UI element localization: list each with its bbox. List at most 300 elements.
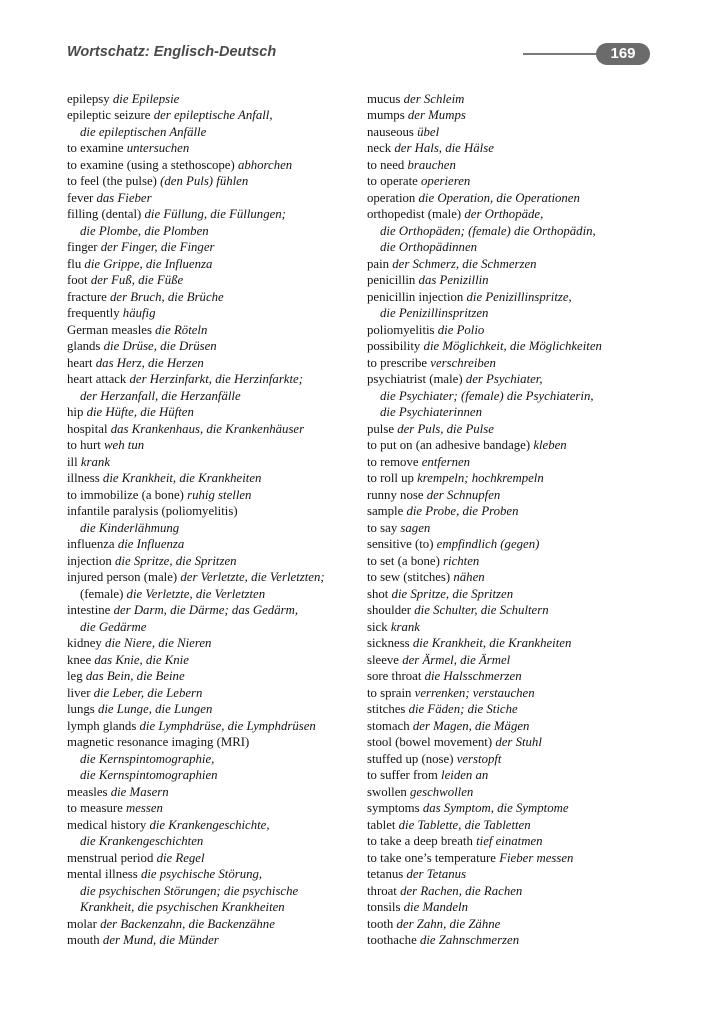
german-translation: die Kernspintomographien bbox=[80, 768, 218, 782]
vocab-entry bbox=[67, 437, 367, 454]
english-term: lymph glands bbox=[67, 718, 137, 733]
vocab-entry bbox=[67, 107, 367, 124]
german-translation: der epileptische Anfall, bbox=[153, 108, 273, 122]
vocab-entry bbox=[67, 322, 367, 339]
english-term: to set (a bone) bbox=[367, 553, 440, 568]
english-term: to put on (an adhesive bandage) bbox=[367, 438, 531, 452]
german-translation: krempeln; hochkrempeln bbox=[417, 471, 544, 485]
vocab-entry bbox=[67, 850, 367, 867]
vocab-entry bbox=[67, 685, 367, 702]
german-translation: der Puls, die Pulse bbox=[397, 421, 494, 436]
vocab-entry bbox=[67, 718, 367, 735]
vocab-entry bbox=[67, 800, 367, 817]
german-translation: der Darm, die Därme; das Gedärm, bbox=[113, 603, 299, 617]
german-translation: (den Puls) fühlen bbox=[160, 174, 249, 188]
vocab-entry bbox=[67, 817, 367, 834]
english-term: injured person (male) bbox=[67, 570, 178, 584]
vocab-entry bbox=[67, 140, 367, 157]
german-translation: der Schleim bbox=[403, 91, 465, 106]
german-translation: die Grippe, die Influenza bbox=[84, 256, 213, 271]
vocab-entry-continuation bbox=[67, 223, 367, 240]
english-term: kidney bbox=[67, 636, 102, 650]
german-translation: die Polio bbox=[437, 322, 485, 337]
english-term: to measure bbox=[67, 801, 123, 815]
vocab-entry-continuation bbox=[67, 767, 367, 784]
english-term: infantile paralysis (poliomyelitis) bbox=[67, 504, 238, 518]
german-translation: kleben bbox=[533, 438, 567, 452]
vocab-entry bbox=[67, 305, 367, 322]
english-term: tablet bbox=[367, 817, 396, 832]
german-translation: der Ärmel, die Ärmel bbox=[402, 652, 511, 667]
german-translation: die Orthopäden; (female) die Orthopädin, bbox=[380, 223, 596, 238]
header-rule bbox=[523, 53, 605, 55]
german-translation: nähen bbox=[453, 570, 485, 584]
english-term: tooth bbox=[367, 916, 394, 931]
german-translation: die Krankheit, die Krankheiten bbox=[412, 636, 572, 650]
vocab-entry bbox=[67, 932, 367, 949]
german-translation: die Zahnschmerzen bbox=[419, 933, 520, 947]
vocab-entry bbox=[367, 784, 667, 801]
vocab-entry bbox=[367, 124, 667, 141]
german-translation: das Knie, die Knie bbox=[94, 652, 189, 667]
english-term: sickness bbox=[367, 636, 410, 650]
vocab-entry bbox=[67, 404, 367, 421]
english-term: nauseous bbox=[367, 124, 414, 139]
english-term: penicillin injection bbox=[367, 289, 464, 304]
german-translation: das Penizillin bbox=[418, 273, 489, 287]
german-translation: tief einatmen bbox=[476, 834, 543, 848]
english-term: menstrual period bbox=[67, 850, 154, 865]
vocab-entry bbox=[67, 569, 367, 586]
vocab-entry bbox=[67, 157, 367, 174]
vocab-entry bbox=[67, 487, 367, 504]
english-term: sample bbox=[367, 504, 404, 518]
german-translation: die Krankheit, die Krankheiten bbox=[102, 471, 262, 485]
vocab-entry bbox=[67, 355, 367, 372]
vocab-entry bbox=[367, 371, 667, 388]
german-translation: der Fuß, die Füße bbox=[90, 273, 184, 287]
english-term: to take one’s temperature bbox=[367, 850, 496, 865]
vocab-entry bbox=[367, 322, 667, 339]
vocab-entry-continuation bbox=[367, 404, 667, 421]
english-term: foot bbox=[67, 273, 88, 287]
vocab-entry bbox=[67, 470, 367, 487]
vocab-entry bbox=[367, 619, 667, 636]
vocab-entry-continuation bbox=[67, 833, 367, 850]
vocab-entry bbox=[67, 635, 367, 652]
vocab-entry bbox=[367, 751, 667, 768]
vocab-entry bbox=[367, 338, 667, 355]
english-term: to hurt bbox=[67, 438, 101, 452]
vocab-entry bbox=[367, 454, 667, 471]
english-term: finger bbox=[67, 240, 98, 254]
vocab-entry-continuation bbox=[67, 751, 367, 768]
german-translation: der Mumps bbox=[407, 108, 466, 122]
english-term: to immobilize (a bone) bbox=[67, 487, 184, 502]
german-translation: abhorchen bbox=[237, 157, 293, 172]
vocab-entry bbox=[67, 866, 367, 883]
english-term: orthopedist (male) bbox=[367, 207, 462, 221]
vocab-entry bbox=[67, 338, 367, 355]
vocab-entry bbox=[367, 635, 667, 652]
vocab-entry bbox=[367, 916, 667, 933]
german-translation: der Hals, die Hälse bbox=[394, 141, 494, 155]
vocab-entry bbox=[367, 767, 667, 784]
german-translation: das Fieber bbox=[96, 190, 152, 205]
english-term: stool (bowel movement) bbox=[367, 735, 493, 749]
vocab-entry-continuation bbox=[67, 586, 367, 603]
german-translation: der Verletzte, die Verletzten; bbox=[180, 570, 325, 584]
german-translation: die Kinderlähmung bbox=[80, 520, 180, 535]
english-term: to need bbox=[367, 157, 405, 172]
english-term: to examine (using a stethoscope) bbox=[67, 157, 235, 172]
german-translation: der Magen, die Mägen bbox=[412, 718, 530, 733]
vocab-entry bbox=[367, 685, 667, 702]
vocabulary-column-right bbox=[367, 91, 667, 949]
german-translation: häufig bbox=[122, 306, 156, 320]
english-term: operation bbox=[367, 190, 416, 205]
vocab-entry bbox=[67, 91, 367, 108]
german-translation: die epileptischen Anfälle bbox=[80, 124, 207, 139]
english-term: to remove bbox=[367, 454, 419, 469]
german-translation: der Bruch, die Brüche bbox=[109, 289, 224, 304]
german-translation: messen bbox=[126, 801, 163, 815]
vocab-entry bbox=[67, 256, 367, 273]
english-term: penicillin bbox=[367, 273, 416, 287]
vocab-entry-continuation bbox=[67, 619, 367, 636]
vocab-entry bbox=[67, 701, 367, 718]
english-term: to operate bbox=[367, 174, 418, 188]
german-translation: die Spritze, die Spritzen bbox=[114, 553, 237, 568]
vocab-entry bbox=[367, 553, 667, 570]
english-term: heart attack bbox=[67, 372, 127, 386]
vocab-entry-continuation bbox=[367, 305, 667, 322]
vocab-entry bbox=[367, 833, 667, 850]
german-translation: der Backenzahn, die Backenzähne bbox=[100, 916, 275, 931]
german-translation: die Tablette, die Tabletten bbox=[398, 817, 531, 832]
german-translation: die Spritze, die Spritzen bbox=[391, 586, 514, 601]
vocab-entry bbox=[367, 91, 667, 108]
german-translation: sagen bbox=[400, 520, 431, 535]
german-translation: der Finger, die Finger bbox=[100, 240, 215, 254]
english-term: tetanus bbox=[367, 867, 404, 881]
german-translation: die Niere, die Nieren bbox=[105, 636, 212, 650]
english-term: to say bbox=[367, 520, 398, 535]
german-translation: das Krankenhaus, die Krankenhäuser bbox=[110, 421, 305, 436]
german-translation: krank bbox=[390, 619, 420, 634]
vocab-entry bbox=[367, 850, 667, 867]
english-term: to feel (the pulse) bbox=[67, 174, 157, 188]
german-translation: die Penizillinspritzen bbox=[380, 306, 489, 320]
german-translation: empfindlich (gegen) bbox=[436, 537, 540, 551]
vocab-entry bbox=[67, 454, 367, 471]
english-term: injection bbox=[67, 553, 112, 568]
german-translation: krank bbox=[80, 454, 111, 469]
vocab-entry bbox=[367, 899, 667, 916]
german-translation: die Krankengeschichten bbox=[80, 834, 204, 848]
english-term: magnetic resonance imaging (MRI) bbox=[67, 735, 250, 749]
vocab-entry-continuation bbox=[67, 520, 367, 537]
german-translation: die Schulter, die Schultern bbox=[414, 603, 549, 617]
german-translation: geschwollen bbox=[410, 784, 474, 799]
vocab-entry bbox=[67, 190, 367, 207]
vocab-entry bbox=[367, 800, 667, 817]
english-term: molar bbox=[67, 916, 97, 931]
english-term: to take a deep breath bbox=[367, 834, 473, 848]
vocabulary-column-left bbox=[67, 91, 367, 949]
english-term: leg bbox=[67, 669, 83, 683]
vocab-entry bbox=[367, 866, 667, 883]
english-term: knee bbox=[67, 652, 92, 667]
german-translation: die Lunge, die Lungen bbox=[97, 702, 213, 716]
english-term: (female) bbox=[80, 586, 124, 601]
vocab-entry bbox=[67, 239, 367, 256]
vocab-entry bbox=[67, 734, 367, 751]
german-translation: die Regel bbox=[156, 850, 205, 865]
english-term: to sew (stitches) bbox=[367, 570, 451, 584]
vocab-entry-continuation bbox=[367, 239, 667, 256]
vocab-entry bbox=[367, 289, 667, 306]
english-term: to sprain bbox=[367, 685, 412, 700]
page-number-badge: 169 bbox=[596, 43, 650, 65]
vocab-entry bbox=[367, 421, 667, 438]
english-term: stitches bbox=[367, 702, 406, 716]
english-term: mouth bbox=[67, 933, 100, 947]
german-translation: brauchen bbox=[407, 157, 456, 172]
vocab-entry bbox=[367, 487, 667, 504]
german-translation: die Röteln bbox=[155, 322, 208, 337]
german-translation: weh tun bbox=[103, 438, 145, 452]
german-translation: die Masern bbox=[110, 784, 169, 799]
german-translation: die Fäden; die Stiche bbox=[408, 702, 518, 716]
german-translation: die Krankengeschichte, bbox=[149, 817, 270, 832]
german-translation: der Schmerz, die Schmerzen bbox=[392, 256, 537, 271]
german-translation: das Bein, die Beine bbox=[85, 669, 185, 683]
german-translation: operieren bbox=[421, 174, 471, 188]
vocab-entry bbox=[367, 520, 667, 537]
vocab-entry-continuation bbox=[67, 388, 367, 405]
english-term: stuffed up (nose) bbox=[367, 751, 454, 766]
vocab-entry-continuation bbox=[67, 899, 367, 916]
vocab-entry bbox=[67, 553, 367, 570]
german-translation: der Rachen, die Rachen bbox=[400, 883, 523, 898]
vocab-entry bbox=[367, 355, 667, 372]
german-translation: die Hüfte, die Hüften bbox=[86, 405, 194, 419]
page-header-title: Wortschatz: Englisch-Deutsch bbox=[67, 44, 277, 60]
english-term: fever bbox=[67, 190, 94, 205]
german-translation: der Stuhl bbox=[495, 735, 542, 749]
english-term: possibility bbox=[367, 339, 421, 353]
english-term: hospital bbox=[67, 421, 108, 436]
vocab-entry bbox=[367, 256, 667, 273]
german-translation: der Zahn, die Zähne bbox=[396, 916, 501, 931]
english-term: epileptic seizure bbox=[67, 108, 151, 122]
vocab-entry bbox=[67, 784, 367, 801]
vocab-entry bbox=[67, 272, 367, 289]
vocab-entry bbox=[367, 173, 667, 190]
english-term: sick bbox=[367, 619, 388, 634]
german-translation: ruhig stellen bbox=[187, 487, 252, 502]
vocab-entry bbox=[367, 157, 667, 174]
english-term: to examine bbox=[67, 141, 124, 155]
german-translation: die Füllung, die Füllungen; bbox=[144, 207, 286, 221]
english-term: psychiatrist (male) bbox=[367, 372, 463, 386]
english-term: shot bbox=[367, 586, 389, 601]
english-term: sensitive (to) bbox=[367, 537, 434, 551]
english-term: epilepsy bbox=[67, 91, 110, 106]
vocab-entry bbox=[367, 470, 667, 487]
german-translation: der Herzinfarkt, die Herzinfarkte; bbox=[129, 372, 303, 386]
vocab-entry bbox=[367, 668, 667, 685]
vocab-entry bbox=[367, 586, 667, 603]
german-translation: der Mund, die Münder bbox=[102, 933, 219, 947]
vocab-entry bbox=[367, 206, 667, 223]
english-term: to prescribe bbox=[367, 355, 428, 370]
english-term: fracture bbox=[67, 289, 107, 304]
german-translation: Krankheit, die psychischen Krankheiten bbox=[80, 900, 285, 914]
english-term: symptoms bbox=[367, 801, 420, 815]
vocab-entry-continuation bbox=[367, 388, 667, 405]
german-translation: die Kernspintomographie, bbox=[80, 751, 215, 766]
vocab-entry bbox=[67, 173, 367, 190]
german-translation: die Psychiater; (female) die Psychiaterin, bbox=[380, 388, 594, 403]
english-term: intestine bbox=[67, 603, 111, 617]
vocab-entry bbox=[67, 371, 367, 388]
german-translation: die Halsschmerzen bbox=[424, 669, 522, 683]
english-term: measles bbox=[67, 784, 108, 799]
german-translation: die Gedärme bbox=[80, 619, 147, 634]
vocab-entry bbox=[367, 701, 667, 718]
german-translation: die Mandeln bbox=[403, 900, 468, 914]
vocab-entry bbox=[67, 421, 367, 438]
english-term: runny nose bbox=[367, 487, 424, 502]
english-term: mental illness bbox=[67, 867, 138, 881]
vocab-entry bbox=[67, 206, 367, 223]
german-translation: die Influenza bbox=[117, 537, 185, 551]
german-translation: die Verletzte, die Verletzten bbox=[126, 586, 266, 601]
german-translation: der Schnupfen bbox=[426, 487, 501, 502]
vocab-entry bbox=[367, 734, 667, 751]
english-term: hip bbox=[67, 405, 84, 419]
english-term: liver bbox=[67, 685, 91, 700]
english-term: neck bbox=[367, 141, 392, 155]
german-translation: entfernen bbox=[421, 454, 471, 469]
english-term: swollen bbox=[367, 784, 407, 799]
vocab-entry bbox=[367, 437, 667, 454]
german-translation: übel bbox=[417, 124, 440, 139]
german-translation: die Epilepsie bbox=[112, 91, 180, 106]
english-term: stomach bbox=[367, 718, 410, 733]
german-translation: die Lymphdrüse, die Lymphdrüsen bbox=[139, 718, 316, 733]
german-translation: Fieber messen bbox=[499, 850, 574, 865]
german-translation: die Psychiaterinnen bbox=[380, 405, 482, 419]
german-translation: die Plombe, die Plomben bbox=[80, 223, 209, 238]
vocab-entry bbox=[367, 718, 667, 735]
english-term: to suffer from bbox=[367, 768, 438, 782]
german-translation: die Möglichkeit, die Möglichkeiten bbox=[423, 339, 602, 353]
vocab-entry-continuation bbox=[67, 883, 367, 900]
english-term: pain bbox=[367, 256, 390, 271]
vocab-entry bbox=[367, 190, 667, 207]
vocab-entry bbox=[367, 140, 667, 157]
english-term: filling (dental) bbox=[67, 207, 142, 221]
english-term: shoulder bbox=[367, 603, 412, 617]
vocab-entry bbox=[367, 817, 667, 834]
english-term: mumps bbox=[367, 108, 405, 122]
english-term: illness bbox=[67, 471, 100, 485]
english-term: glands bbox=[67, 339, 101, 353]
german-translation: die psychische Störung, bbox=[140, 867, 263, 881]
vocab-entry bbox=[367, 107, 667, 124]
vocab-entry bbox=[67, 536, 367, 553]
vocab-entry bbox=[367, 536, 667, 553]
vocab-entry bbox=[67, 668, 367, 685]
german-translation: die Orthopädinnen bbox=[380, 240, 478, 254]
english-term: toothache bbox=[367, 933, 417, 947]
vocab-entry bbox=[67, 916, 367, 933]
german-translation: verschreiben bbox=[430, 355, 496, 370]
german-translation: das Symptom, die Symptome bbox=[422, 801, 569, 815]
german-translation: der Orthopäde, bbox=[464, 207, 544, 221]
german-translation: der Tetanus bbox=[406, 867, 467, 881]
english-term: influenza bbox=[67, 537, 115, 551]
german-translation: der Psychiater, bbox=[465, 372, 543, 386]
english-term: sore throat bbox=[367, 669, 422, 683]
english-term: to roll up bbox=[367, 471, 414, 485]
vocab-entry-continuation bbox=[367, 223, 667, 240]
vocab-entry bbox=[367, 569, 667, 586]
english-term: throat bbox=[367, 883, 397, 898]
german-translation: die Drüse, die Drüsen bbox=[103, 339, 217, 353]
vocab-entry bbox=[367, 503, 667, 520]
english-term: ill bbox=[67, 454, 78, 469]
english-term: mucus bbox=[367, 91, 401, 106]
vocab-entry bbox=[367, 932, 667, 949]
english-term: German measles bbox=[67, 322, 152, 337]
vocab-entry bbox=[367, 652, 667, 669]
vocab-entry bbox=[67, 602, 367, 619]
german-translation: der Herzanfall, die Herzanfälle bbox=[80, 388, 241, 403]
german-translation: die psychischen Störungen; die psychische bbox=[80, 883, 299, 898]
english-term: frequently bbox=[67, 306, 120, 320]
english-term: tonsils bbox=[367, 900, 401, 914]
english-term: sleeve bbox=[367, 652, 399, 667]
german-translation: verstopft bbox=[456, 751, 502, 766]
english-term: lungs bbox=[67, 702, 95, 716]
vocab-entry bbox=[367, 883, 667, 900]
vocab-entry bbox=[67, 652, 367, 669]
vocab-entry-continuation bbox=[67, 124, 367, 141]
german-translation: die Penizillinspritze, bbox=[466, 289, 572, 304]
german-translation: die Leber, die Lebern bbox=[93, 685, 203, 700]
english-term: poliomyelitis bbox=[367, 322, 435, 337]
vocab-entry bbox=[367, 602, 667, 619]
german-translation: leiden an bbox=[441, 768, 489, 782]
english-term: pulse bbox=[367, 421, 395, 436]
german-translation: das Herz, die Herzen bbox=[95, 355, 204, 370]
german-translation: verrenken; verstauchen bbox=[414, 685, 535, 700]
vocab-entry bbox=[367, 272, 667, 289]
english-term: heart bbox=[67, 355, 93, 370]
german-translation: die Probe, die Proben bbox=[406, 504, 519, 518]
vocab-entry bbox=[67, 289, 367, 306]
vocab-entry bbox=[67, 503, 367, 520]
english-term: flu bbox=[67, 256, 82, 271]
german-translation: richten bbox=[443, 553, 480, 568]
german-translation: untersuchen bbox=[126, 141, 190, 155]
german-translation: die Operation, die Operationen bbox=[418, 190, 580, 205]
english-term: medical history bbox=[67, 817, 147, 832]
